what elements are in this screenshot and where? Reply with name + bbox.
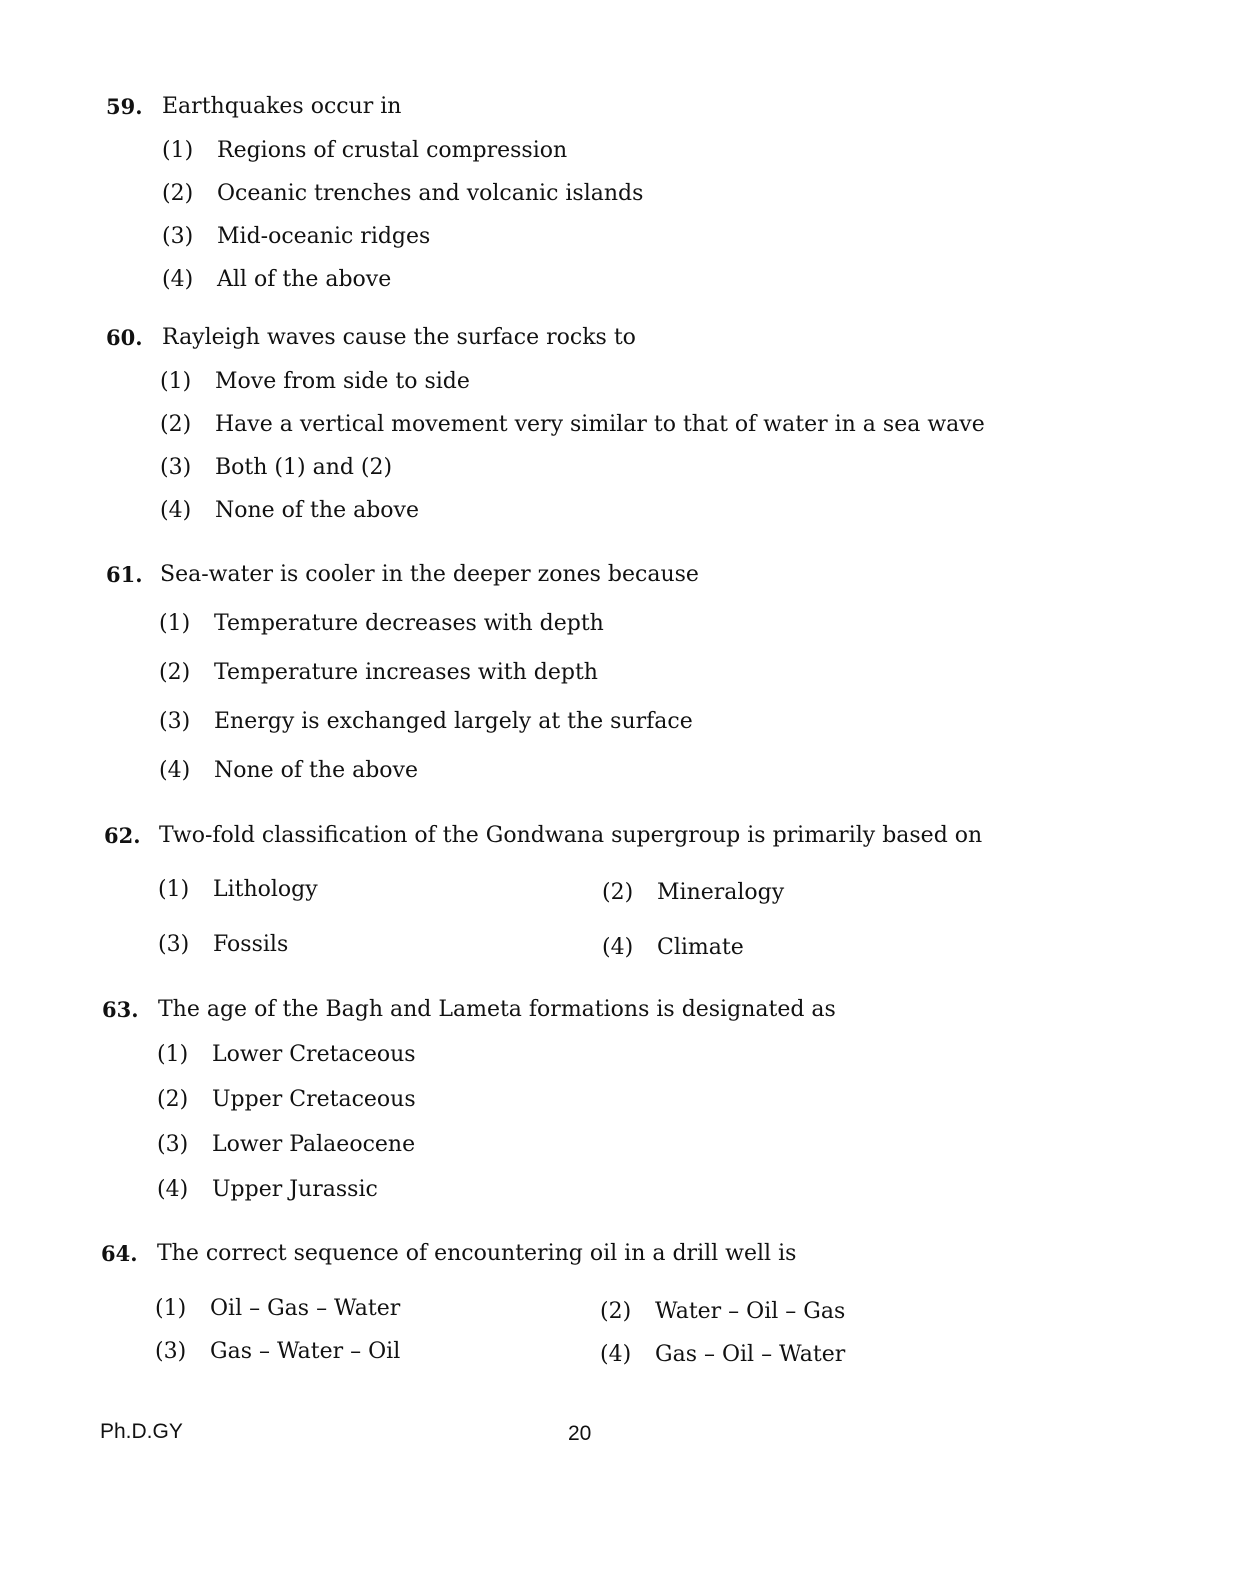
option-2: [602, 880, 784, 905]
question-number: 59.: [106, 94, 143, 119]
option-1: [160, 369, 470, 394]
option-text: Lower Cretaceous: [212, 1042, 416, 1067]
option-3: [160, 455, 392, 480]
option-number: (2): [157, 1087, 189, 1112]
option-number: (1): [162, 138, 194, 163]
option-3: [159, 709, 693, 734]
option-3: [157, 1132, 415, 1157]
option-number: (3): [157, 1132, 189, 1157]
option-number: (4): [160, 498, 192, 523]
option-number: (3): [155, 1339, 187, 1364]
option-number: (3): [162, 224, 194, 249]
option-3: [158, 932, 288, 957]
question-number: 60.: [106, 325, 143, 350]
option-number: (2): [162, 181, 194, 206]
option-number: (3): [160, 455, 192, 480]
option-text: Lithology: [213, 877, 318, 902]
option-2: [162, 181, 643, 206]
question-text: Two-fold classification of the Gondwana supergroup is primarily based on: [159, 823, 983, 848]
question-number: 61.: [106, 562, 143, 587]
option-number: (2): [159, 660, 191, 685]
option-4: [162, 267, 391, 292]
option-number: (4): [157, 1177, 189, 1202]
option-text: Mid-oceanic ridges: [217, 224, 431, 249]
option-text: Mineralogy: [657, 880, 785, 905]
option-text: Regions of crustal compression: [217, 138, 568, 163]
option-1: [157, 1042, 416, 1067]
option-text: Water – Oil – Gas: [655, 1299, 846, 1324]
question-number: 64.: [101, 1241, 138, 1266]
option-text: Gas – Water – Oil: [210, 1339, 401, 1364]
option-text: Have a vertical movement very similar to that of water in a sea wave: [215, 412, 985, 437]
option-number: (2): [160, 412, 192, 437]
option-number: (1): [157, 1042, 189, 1067]
option-2: [160, 412, 985, 437]
question-number: 62.: [104, 823, 141, 848]
option-text: None of the above: [214, 758, 418, 783]
option-1: [158, 877, 318, 902]
question-text: The age of the Bagh and Lameta formations is designated as: [158, 997, 836, 1022]
option-1: [162, 138, 567, 163]
option-3: [162, 224, 430, 249]
option-number: (2): [602, 880, 634, 905]
option-number: (4): [602, 935, 634, 960]
option-4: [602, 935, 744, 960]
option-2: [600, 1299, 845, 1324]
option-3: [155, 1339, 400, 1364]
question-number: 63.: [102, 997, 139, 1022]
option-text: Climate: [657, 935, 744, 960]
question-text: The correct sequence of encountering oil in a drill well is: [157, 1241, 797, 1266]
option-number: (4): [162, 267, 194, 292]
option-1: [159, 611, 604, 636]
option-number: (1): [159, 611, 191, 636]
option-number: (4): [159, 758, 191, 783]
option-2: [157, 1087, 416, 1112]
option-4: [157, 1177, 378, 1202]
option-number: (4): [600, 1342, 632, 1367]
question-text: Rayleigh waves cause the surface rocks to: [162, 325, 636, 350]
paper-code: Ph.D.GY: [100, 1420, 183, 1443]
option-number: (3): [159, 709, 191, 734]
option-4: [159, 758, 418, 783]
option-number: (1): [158, 877, 190, 902]
option-number: (2): [600, 1299, 632, 1324]
option-text: Lower Palaeocene: [212, 1132, 416, 1157]
option-text: Fossils: [213, 932, 289, 957]
question-text: Earthquakes occur in: [162, 94, 402, 119]
option-2: [159, 660, 598, 685]
option-text: Energy is exchanged largely at the surface: [214, 709, 693, 734]
question-text: Sea-water is cooler in the deeper zones because: [160, 562, 699, 587]
option-text: None of the above: [215, 498, 419, 523]
option-text: Temperature decreases with depth: [214, 611, 604, 636]
option-text: Move from side to side: [215, 369, 470, 394]
option-text: Both (1) and (2): [215, 455, 393, 480]
option-text: Oceanic trenches and volcanic islands: [217, 181, 644, 206]
option-text: Oil – Gas – Water: [210, 1296, 401, 1321]
option-number: (1): [155, 1296, 187, 1321]
option-1: [155, 1296, 400, 1321]
option-text: Upper Cretaceous: [212, 1087, 416, 1112]
option-text: All of the above: [217, 267, 392, 292]
option-4: [600, 1342, 845, 1367]
option-number: (3): [158, 932, 190, 957]
option-number: (1): [160, 369, 192, 394]
option-text: Upper Jurassic: [212, 1177, 378, 1202]
page-number: 20: [568, 1422, 592, 1445]
option-text: Gas – Oil – Water: [655, 1342, 846, 1367]
option-text: Temperature increases with depth: [214, 660, 598, 685]
option-4: [160, 498, 419, 523]
